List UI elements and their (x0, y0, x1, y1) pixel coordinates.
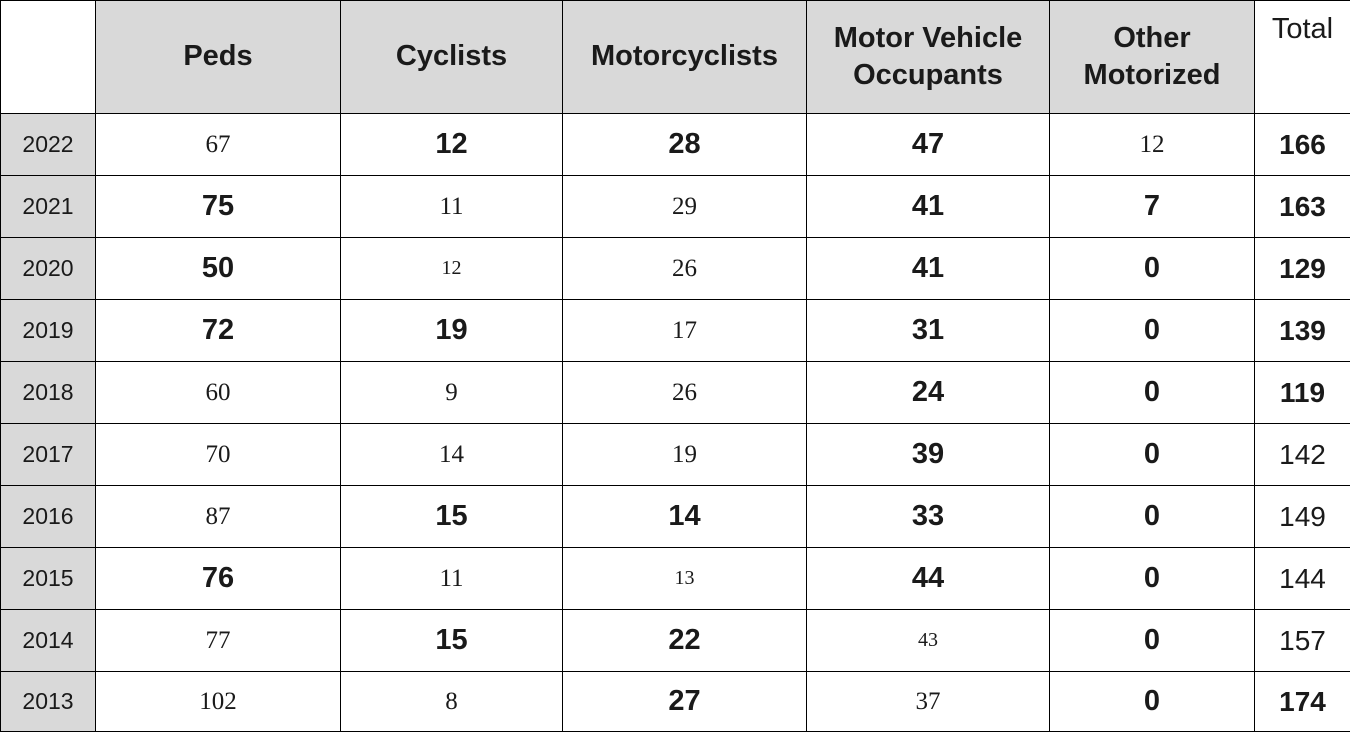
cell-mvo: 24 (807, 362, 1050, 424)
table-row (1, 672, 1350, 732)
row-year: 2015 (1, 548, 96, 610)
cell-cyclists: 8 (341, 672, 563, 732)
cell-other: 0 (1050, 424, 1255, 486)
table-row (1, 238, 1350, 300)
cell-mvo: 31 (807, 300, 1050, 362)
cell-total: 163 (1255, 176, 1350, 238)
cell-peds: 50 (96, 238, 341, 300)
table-row (1, 300, 1350, 362)
table-header (1, 1, 1350, 114)
table-row (1, 114, 1350, 176)
cell-peds: 87 (96, 486, 341, 548)
cell-other: 0 (1050, 238, 1255, 300)
table-row (1, 176, 1350, 238)
cell-mvo: 43 (807, 610, 1050, 672)
column-header-peds-label: Peds (183, 40, 253, 73)
cell-cyclists: 11 (341, 548, 563, 610)
column-header-motor-vehicle-occupants (807, 1, 1050, 114)
column-header-cyclists (341, 1, 563, 114)
header-row (1, 1, 1350, 114)
cell-total: 144 (1255, 548, 1350, 610)
cell-total: 142 (1255, 424, 1350, 486)
cell-mvo: 39 (807, 424, 1050, 486)
row-year: 2014 (1, 610, 96, 672)
cell-other: 0 (1050, 300, 1255, 362)
table-row (1, 610, 1350, 672)
cell-cyclists: 12 (341, 238, 563, 300)
cell-motorcyclists: 26 (563, 238, 807, 300)
cell-peds: 77 (96, 610, 341, 672)
cell-motorcyclists: 29 (563, 176, 807, 238)
cell-peds: 67 (96, 114, 341, 176)
cell-motorcyclists: 28 (563, 114, 807, 176)
cell-cyclists: 11 (341, 176, 563, 238)
cell-cyclists: 15 (341, 610, 563, 672)
cell-mvo: 41 (807, 176, 1050, 238)
cell-peds: 72 (96, 300, 341, 362)
table-row (1, 486, 1350, 548)
row-year: 2022 (1, 114, 96, 176)
cell-other: 0 (1050, 610, 1255, 672)
cell-mvo: 41 (807, 238, 1050, 300)
row-year: 2017 (1, 424, 96, 486)
table-body (1, 114, 1350, 732)
cell-mvo: 33 (807, 486, 1050, 548)
cell-motorcyclists: 17 (563, 300, 807, 362)
cell-mvo: 47 (807, 114, 1050, 176)
column-header-total-label: Total (1271, 13, 1334, 45)
column-header-motorcyclists-label: Motorcyclists (591, 40, 778, 73)
cell-motorcyclists: 22 (563, 610, 807, 672)
cell-cyclists: 9 (341, 362, 563, 424)
cell-total: 166 (1255, 114, 1350, 176)
cell-mvo: 44 (807, 548, 1050, 610)
cell-cyclists: 14 (341, 424, 563, 486)
cell-total: 149 (1255, 486, 1350, 548)
cell-peds: 75 (96, 176, 341, 238)
cell-motorcyclists: 27 (563, 672, 807, 732)
cell-other: 0 (1050, 362, 1255, 424)
column-header-motor-vehicle-occupants-label: Motor Vehicle Occupants (833, 21, 1023, 91)
column-header-other-motorized-label: Other Motorized (1083, 21, 1221, 91)
table-row (1, 424, 1350, 486)
cell-total: 139 (1255, 300, 1350, 362)
cell-cyclists: 12 (341, 114, 563, 176)
column-header-total (1255, 1, 1350, 114)
cell-motorcyclists: 26 (563, 362, 807, 424)
cell-peds: 76 (96, 548, 341, 610)
cell-mvo: 37 (807, 672, 1050, 732)
cell-peds: 70 (96, 424, 341, 486)
cell-total: 174 (1255, 672, 1350, 732)
cell-cyclists: 19 (341, 300, 563, 362)
column-header-other-motorized (1050, 1, 1255, 114)
corner-cell (1, 1, 96, 114)
column-header-cyclists-label: Cyclists (395, 40, 508, 73)
row-year: 2021 (1, 176, 96, 238)
cell-other: 0 (1050, 548, 1255, 610)
table-row (1, 548, 1350, 610)
column-header-peds (96, 1, 341, 114)
cell-cyclists: 15 (341, 486, 563, 548)
cell-peds: 60 (96, 362, 341, 424)
cell-other: 7 (1050, 176, 1255, 238)
cell-total: 157 (1255, 610, 1350, 672)
row-year: 2019 (1, 300, 96, 362)
table-row (1, 362, 1350, 424)
cell-total: 129 (1255, 238, 1350, 300)
cell-other: 12 (1050, 114, 1255, 176)
cell-other: 0 (1050, 672, 1255, 732)
row-year: 2020 (1, 238, 96, 300)
cell-motorcyclists: 19 (563, 424, 807, 486)
cell-motorcyclists: 14 (563, 486, 807, 548)
cell-total: 119 (1255, 362, 1350, 424)
column-header-motorcyclists (563, 1, 807, 114)
row-year: 2018 (1, 362, 96, 424)
cell-motorcyclists: 13 (563, 548, 807, 610)
cell-other: 0 (1050, 486, 1255, 548)
row-year: 2013 (1, 672, 96, 732)
row-year: 2016 (1, 486, 96, 548)
cell-peds: 102 (96, 672, 341, 732)
